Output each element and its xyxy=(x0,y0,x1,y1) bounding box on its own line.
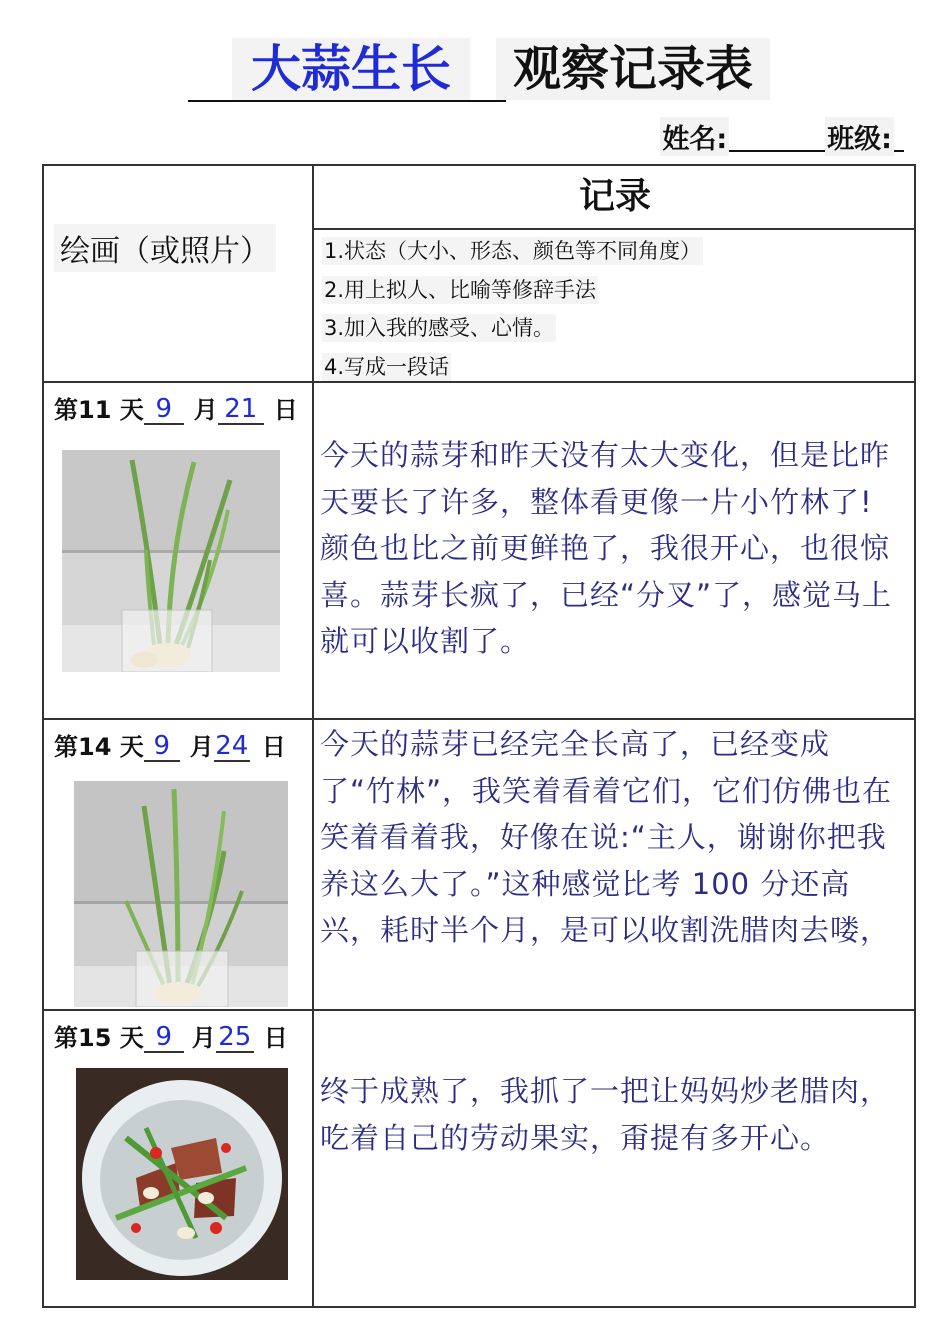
entry-date: 第15 天 9 月 25 日 xyxy=(54,1022,288,1052)
name-label: 姓名: xyxy=(660,117,729,156)
observation-table xyxy=(42,164,916,1308)
drawing-header: 绘画（或照片） xyxy=(54,224,276,272)
month-value: 9 xyxy=(144,395,184,425)
entry-date: 第11 天 9 月 21 日 xyxy=(54,394,298,424)
garlic-sprouts-photo xyxy=(62,450,280,672)
class-field[interactable] xyxy=(894,120,904,152)
requirement-item: 2.用上拟人、比喻等修辞手法 xyxy=(324,277,597,302)
record-header-divider xyxy=(314,228,916,230)
entry-text: 今天的蒜芽和昨天没有太大变化，但是比昨天要长了许多，整体看更像一片小竹林了!颜色也比之前更鲜艳了，我很开心，也很惊喜。蒜芽长疯了，已经“分叉”了，感觉马上就可以收割了。 xyxy=(320,438,893,658)
requirement-item: 1.状态（大小、形态、颜色等不同角度） xyxy=(324,239,702,263)
requirement-item: 4.写成一段话 xyxy=(324,354,450,379)
entry-row xyxy=(44,382,914,718)
entry-text: 今天的蒜芽已经完全长高了，已经变成了“竹林”，我笑着看着它们，它们仿佛也在笑着看着我，好像在说:“主人，谢谢你把我养这么大了。”这种感觉比考 100 分还高兴，耗时半个月，是可以收割洗腊肉去喽， xyxy=(320,727,893,947)
title xyxy=(0,30,950,110)
name-field[interactable] xyxy=(729,120,825,152)
entry-text: 终于成熟了，我抓了一把让妈妈炒老腊肉，吃着自己的劳动果实，甭提有多开心。 xyxy=(320,1074,891,1155)
entry-row xyxy=(44,719,914,1009)
class-label: 班级: xyxy=(825,117,894,156)
title-underline xyxy=(188,100,506,102)
entry-date: 第14 天 9 月 24 日 xyxy=(54,731,286,761)
student-info xyxy=(660,118,904,154)
stir-fried-cured-pork-photo xyxy=(76,1068,288,1280)
title-subject: 大蒜生长 xyxy=(232,38,470,100)
day-value: 24 xyxy=(215,731,249,761)
requirements-list xyxy=(322,232,912,386)
garlic-sprouts-tall-photo xyxy=(74,781,288,1007)
day-value: 25 xyxy=(216,1023,254,1053)
month-value: 9 xyxy=(144,1023,184,1053)
title-suffix: 观察记录表 xyxy=(496,38,770,100)
month-value: 9 xyxy=(144,732,180,762)
entry-row xyxy=(44,1010,914,1308)
record-header: 记录 xyxy=(578,176,651,217)
requirement-item: 3.加入我的感受、心情。 xyxy=(324,316,555,340)
day-value: 21 xyxy=(218,395,264,425)
